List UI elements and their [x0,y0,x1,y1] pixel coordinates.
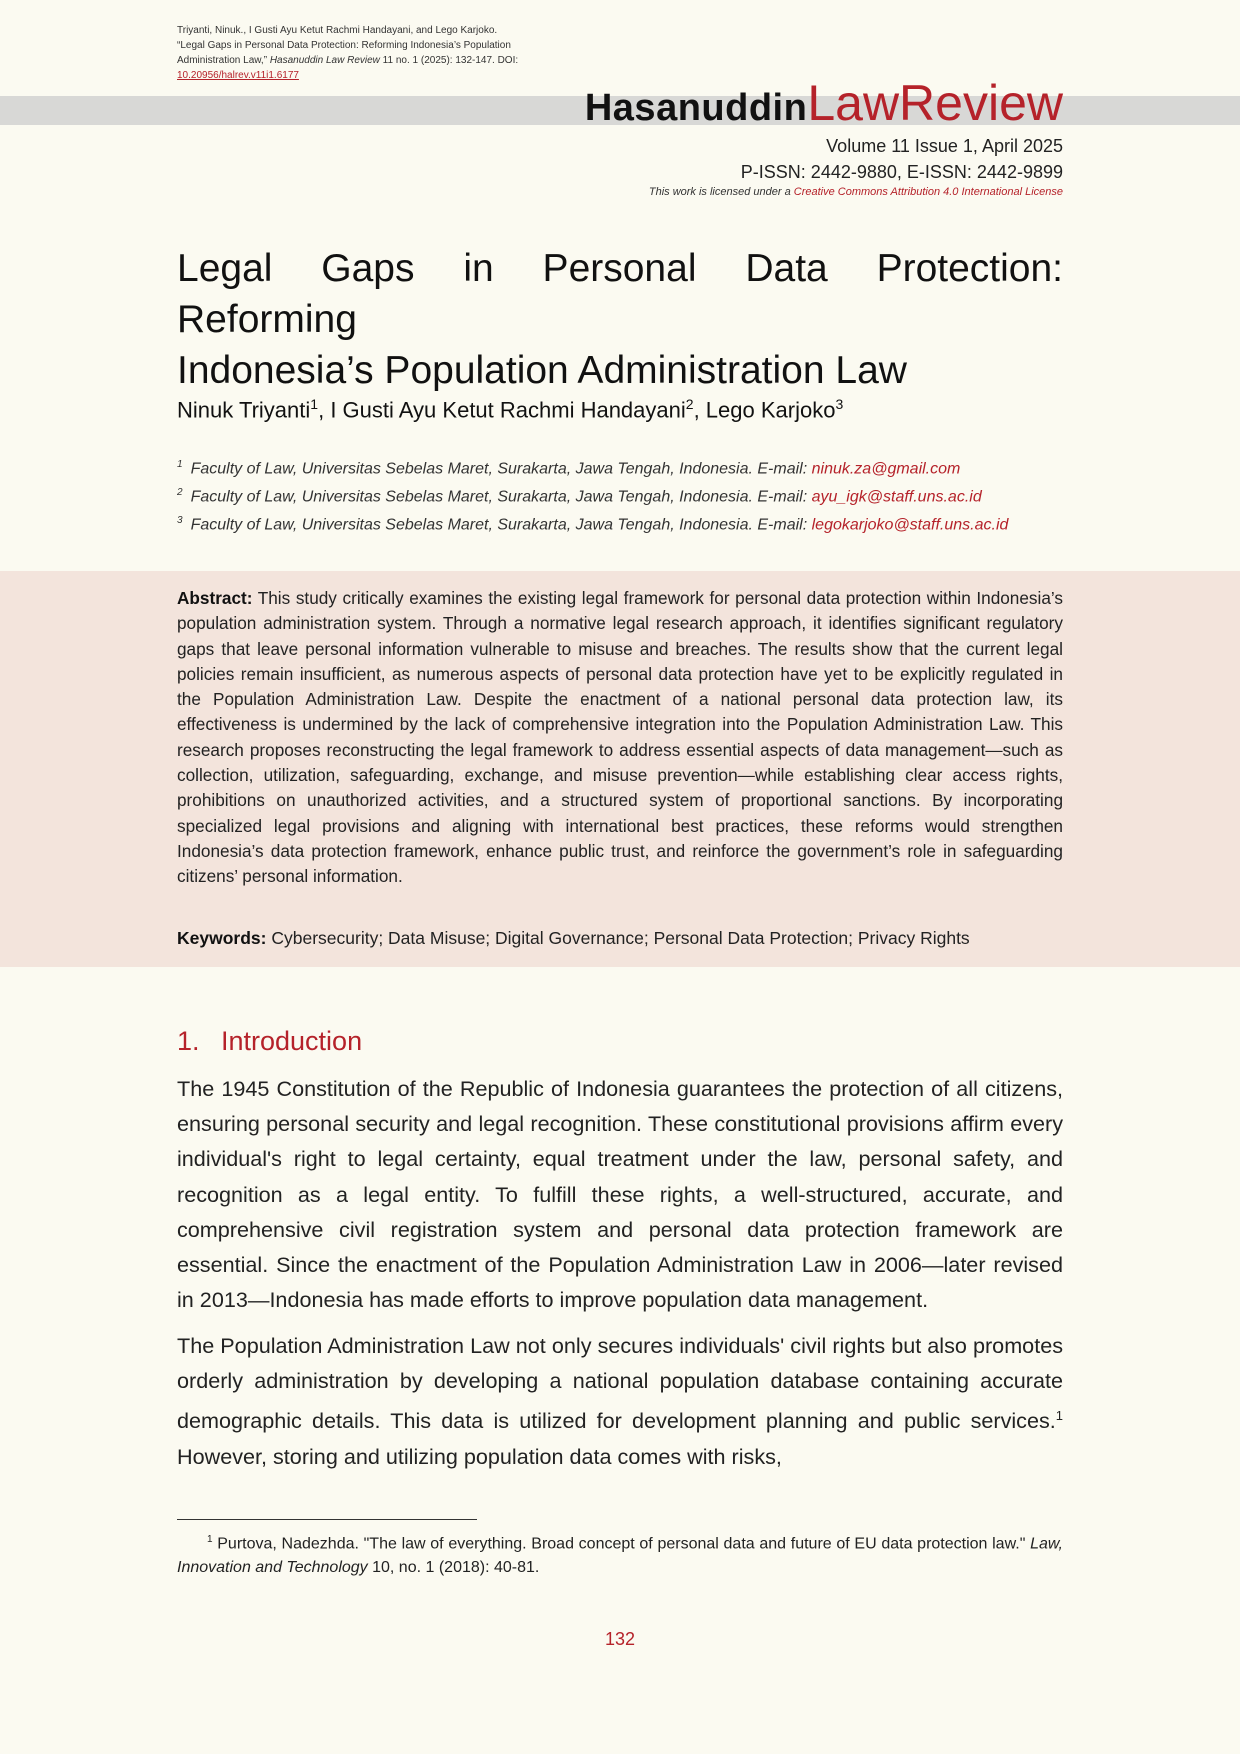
abstract-label: Abstract: [177,588,253,608]
affiliation-list [177,453,1077,536]
keywords-label: Keywords: [177,928,267,948]
affiliation-item [177,481,1077,509]
section-title: Introduction [221,1026,363,1056]
issn-info: P-ISSN: 2442-9880, E-ISSN: 2442-9899 [740,162,1063,182]
section-number: 1. [177,1026,200,1056]
author-separator: , [693,397,706,423]
citation-block [177,23,522,83]
author-name: Lego Karjoko [705,397,836,423]
affiliation-text: Faculty of Law, Universitas Sebelas Maret, Surakarta, Jawa Tengah, Indonesia. E-mail: [190,488,812,506]
footnote-ref[interactable]: 1 [1055,1408,1063,1424]
citation-details: 11 no. 1 (2025): 132-147. DOI: [379,55,519,66]
affiliation-item [177,509,1077,537]
affiliation-item [177,453,1077,481]
doi-link[interactable]: 10.20956/halrev.v11i1.6177 [177,70,299,81]
intro-paragraph-1: The 1945 Constitution of the Republic of Indonesia guarantees the protection of all citizens, ensuring personal security and legal recognition. These constitutional provisions affirm every individual's right to legal certainty, equal treatment under the law, personal safety, and recognition as a legal entity. To fulfill these rights, a well-structured, accurate, and comprehensive civil registration system and personal data protection framework are essential. Since the enactment of the Population Administration Law in 2006—later revised in 2013—Indonesia has made efforts to improve population data management. [177,1076,1063,1313]
journal-logo [584,75,1063,131]
email-link[interactable]: ayu_igk@staff.uns.ac.id [811,488,982,506]
footnote-details: 10, no. 1 (2018): 40-81. [367,1559,540,1577]
paragraph-text: However, storing and utilizing population data comes with risks, [177,1443,782,1469]
keywords [177,928,1063,949]
footnote-number: 1 [207,1534,213,1545]
citation-journal: Hasanuddin Law Review [269,55,380,66]
author-affil-mark: 2 [685,396,694,412]
license-notice [649,186,1063,198]
affiliation-number: 2 [177,486,183,498]
email-link[interactable]: legokarjoko@staff.uns.ac.id [811,515,1009,533]
author-separator: , [318,397,331,423]
page-number: 132 [604,1629,636,1649]
email-link[interactable]: ninuk.za@gmail.com [811,460,961,478]
affiliation-text: Faculty of Law, Universitas Sebelas Maret, Surakarta, Jawa Tengah, Indonesia. E-mail: [190,460,812,478]
title-line-2: Indonesia’s Population Administration Law [177,349,907,392]
journal-name-bold: Hasanuddin [584,87,808,129]
affiliation-number: 1 [177,459,183,470]
citation-text: Triyanti, Ninuk., I Gusti Ayu Ketut Rachmi Handayani, and Lego Karjoko. “Legal Gaps in Personal Data Protection: Reforming Indonesia’s Population Administration Law,” [177,25,511,66]
affiliation-text: Faculty of Law, Universitas Sebelas Maret, Surakarta, Jawa Tengah, Indonesia. E-mail: [190,515,812,533]
footnote [177,1528,1063,1580]
footnote-text: Purtova, Nadezhda. "The law of everything. Broad concept of personal data and future of EU data protection law." [212,1535,1031,1553]
paragraph-text: The Population Administration Law not only secures individuals' civil rights but also promotes orderly administration by developing a national population database containing accurate demographic details. This data is utilized for development planning and public services. [177,1333,1063,1434]
license-text: This work is licensed under a [648,186,794,198]
section-heading [177,1026,362,1057]
intro-paragraph-2 [177,1328,1063,1474]
affiliation-number: 3 [177,514,183,526]
journal-name-light: LawReview [807,75,1063,131]
author-name: I Gusti Ayu Ketut Rachmi Handayani [330,397,686,423]
footnote-rule [177,1519,477,1520]
abstract [177,586,1063,890]
author-affil-mark: 3 [835,396,844,412]
volume-info: Volume 11 Issue 1, April 2025 [826,136,1063,156]
license-link[interactable]: Creative Commons Attribution 4.0 International License [793,186,1063,198]
title-line-1: Legal Gaps in Personal Data Protection: Reforming [177,247,1063,341]
author-affil-mark: 1 [310,396,319,412]
article-title [177,243,1063,396]
author-name: Ninuk Triyanti [177,397,311,423]
keywords-text: Cybersecurity; Data Misuse; Digital Governance; Personal Data Protection; Privacy Rights [271,928,970,948]
author-list [177,396,843,423]
footnote-journal: Law, Innovation and Technology [177,1535,1063,1577]
abstract-text: This study critically examines the existing legal framework for personal data protection within Indonesia’s population administration system. Through a normative legal research approach, it identifies significant regulatory gaps that leave personal information vulnerable to misuse and breaches. The results show that the current legal policies remain insufficient, as numerous aspects of personal data protection have yet to be explicitly regulated in the Population Administration Law. Despite the enactment of a national personal data protection law, its effectiveness is undermined by the lack of comprehensive integration into the Population Administration Law. This research proposes reconstructing the legal framework to address essential aspects of data management—such as collection, utilization, safeguarding, exchange, and misuse prevention—while establishing clear access rights, prohibitions on unauthorized activities, and a structured system of proportional sanctions. By incorporating specialized legal provisions and aligning with international best practices, these reforms would strengthen Indonesia’s data protection framework, enhance public trust, and reinforce the government’s role in safeguarding citizens’ personal information. [177,588,1063,887]
